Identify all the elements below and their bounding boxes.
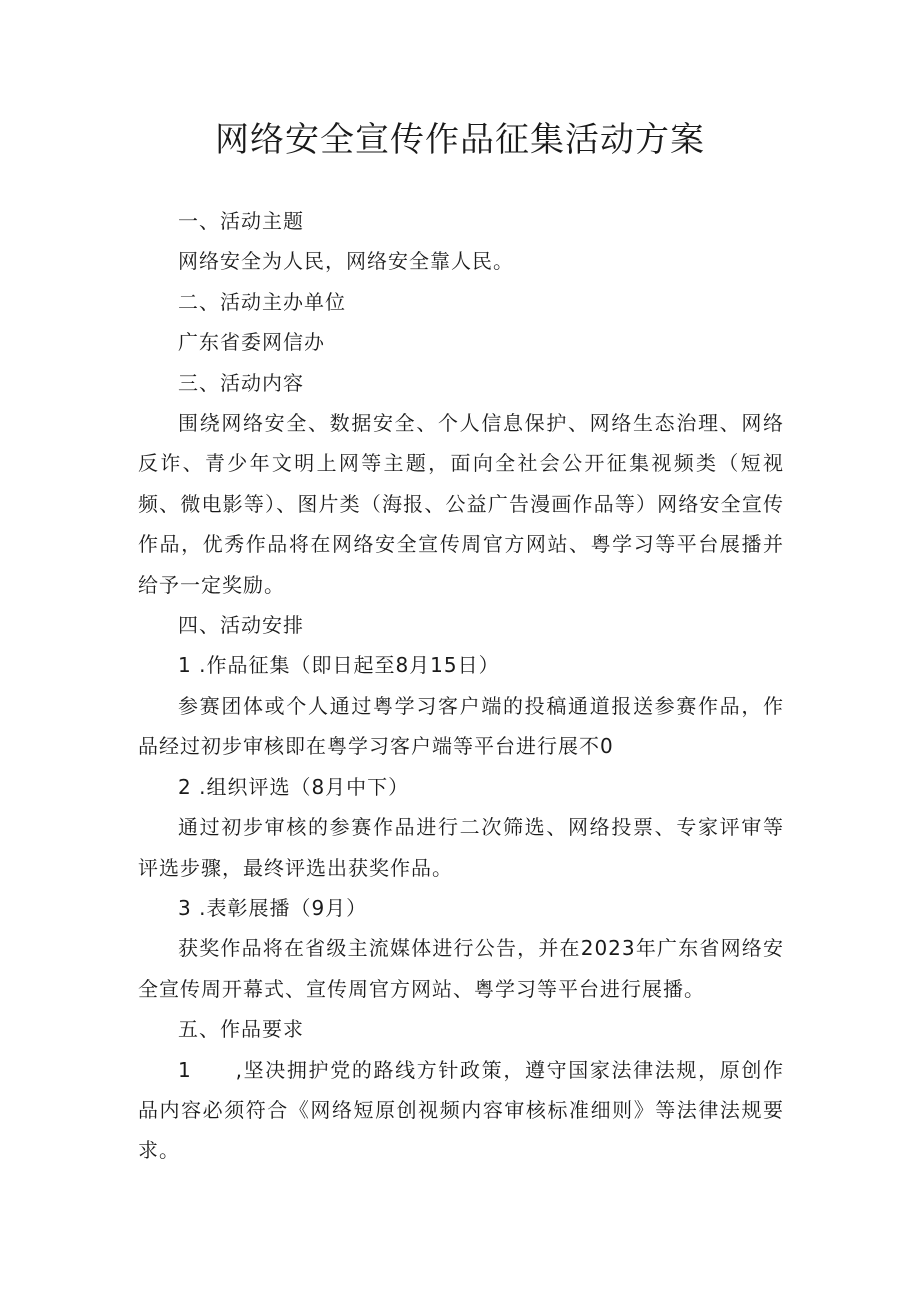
paragraph-organizer: 广东省委网信办	[178, 330, 325, 355]
section-heading-requirements: 五、作品要求	[178, 1017, 304, 1042]
document-body	[138, 201, 784, 1171]
paragraph-collection: 参赛团体或个人通过粤学习客户端的投稿通道报送参赛作品，作品经过初步审核即在粤学习客户端等平台进行展不0	[138, 693, 784, 759]
paragraph-evaluation: 通过初步审核的参赛作品进行二次筛选、网络投票、专家评审等评选步骤，最终评选出获奖作品。	[138, 815, 784, 880]
paragraph-content: 围绕网络安全、数据安全、个人信息保护、网络生态治理、网络反诈、青少年文明上网等主题，面向全社会公开征集视频类（短视频、微电影等）、图片类（海报、公益广告漫画作品等）网络安全宣传作品，优秀作品将在网络安全宣传周官方网站、粤学习等平台展播并给予一定奖励。	[138, 411, 784, 597]
paragraph-requirement-1: 1 ,坚决拥护党的路线方针政策，遵守国家法律法规，原创作品内容必须符合《网络短原创视频内容审核标准细则》等法律法规要求。	[138, 1057, 784, 1163]
schedule-item-exhibition: 3 .表彰展播（9月）	[178, 895, 368, 920]
section-heading-schedule: 四、活动安排	[178, 613, 304, 638]
schedule-item-collection: 1 .作品征集（即日起至8月15日）	[178, 653, 500, 678]
document-title: 网络安全宣传作品征集活动方案	[215, 120, 705, 160]
section-heading-theme: 一、活动主题	[178, 209, 304, 233]
paragraph-theme: 网络安全为人民，网络安全靠人民。	[178, 249, 514, 274]
paragraph-exhibition: 获奖作品将在省级主流媒体进行公告，并在2023年广东省网络安全宣传周开幕式、宣传周官方网站、粤学习等平台进行展播。	[138, 936, 784, 1001]
section-heading-organizer: 二、活动主办单位	[178, 289, 346, 314]
schedule-item-evaluation: 2 .组织评选（8月中下）	[178, 774, 410, 799]
section-heading-content: 三、活动内容	[178, 370, 304, 395]
